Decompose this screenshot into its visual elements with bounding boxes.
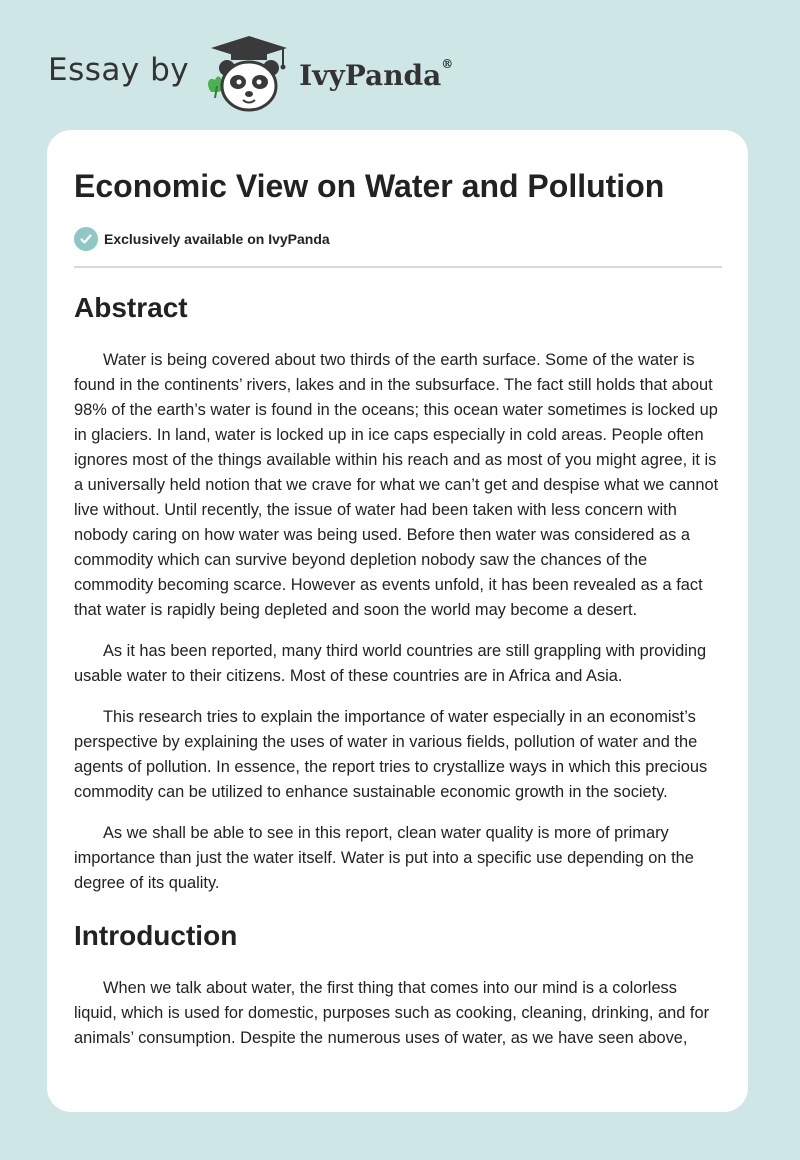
check-icon <box>74 227 98 251</box>
section-heading-introduction: Introduction <box>74 920 238 951</box>
article-card <box>47 130 748 1112</box>
brand-name[interactable]: IvyPanda® <box>299 56 454 92</box>
article-title: Economic View on Water and Pollution <box>74 168 665 204</box>
panda-logo-icon[interactable] <box>203 34 295 114</box>
section-heading-abstract: Abstract <box>74 292 188 323</box>
paragraph: When we talk about water, the first thing that comes into our mind is a colorless liquid, which is used for domestic, purposes such as cooking, cleaning, drinking, and for animals’ consumption. Despite the numerous uses of water, as we have seen above, <box>74 979 710 1047</box>
site-header <box>48 34 453 114</box>
paragraph: As it has been reported, many third world countries are still grappling with providing usable water to their citizens. Most of these countries are in Africa and Asia. <box>74 642 707 685</box>
exclusive-badge <box>74 226 722 252</box>
paragraph: This research tries to explain the importance of water especially in an economist’s perspective by explaining the uses of water in various fields, pollution of water and the agents of pollution. In essence, the report tries to crystallize ways in which this precious commodity can be utilized to enhance sustainable economic growth in the society. <box>74 708 708 801</box>
title-divider <box>74 266 722 268</box>
paragraph: As we shall be able to see in this report, clean water quality is more of primary importance than just the water itself. Water is put into a specific use depending on the degree of its quality. <box>74 824 694 892</box>
exclusive-badge-label: Exclusively available on IvyPanda <box>104 231 330 247</box>
essay-by-label: Essay by <box>48 52 190 88</box>
paragraph: Water is being covered about two thirds of the earth surface. Some of the water is found in the continents’ rivers, lakes and in the subsurface. The fact still holds that about 98% of the earth’s water is found in the oceans; this ocean water sometimes is locked up in glaciers. In land, water is locked up in ice caps especially in cold areas. People often ignores most of the things available within his reach and as most of you might agree, it is a universally held notion that we crave for what we can’t get and despise what we cannot live without. Until recently, the issue of water had been taken with less concern with nobody caring on how water was being used. Before then water was considered as a commodity which can survive beyond depletion nobody saw the chances of the commodity becoming scarce. However as events unfold, it has been revealed as a fact that water is rapidly being depleted and soon the world may become a desert. <box>74 351 719 619</box>
